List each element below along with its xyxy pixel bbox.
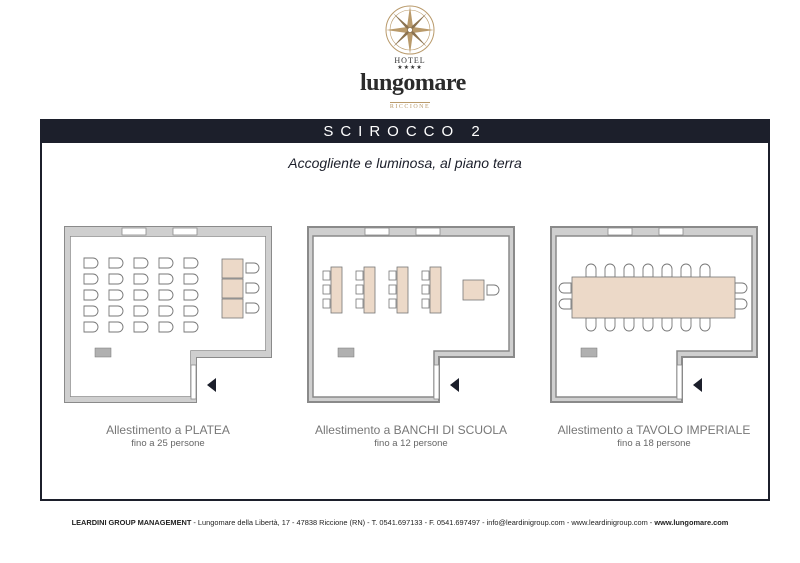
logo-brand: lungomare	[360, 70, 466, 96]
room-title: SCIROCCO 2	[42, 121, 768, 143]
layout-capacity-label: fino a 25 persone	[131, 438, 205, 449]
room-sheet-frame	[40, 119, 770, 501]
layout-setup-label: Allestimento a TAVOLO IMPERIALE	[557, 423, 751, 437]
footer-company: LEARDINI GROUP MANAGEMENT	[71, 518, 192, 527]
layout-setup-label: Allestimento a PLATEA	[106, 423, 230, 437]
floorplan-banchi-di-scuola	[306, 225, 516, 405]
logo-stars: ★★★★	[397, 65, 423, 71]
layout-caption-banchi-di-scuola	[296, 423, 526, 449]
footer-site-link[interactable]: www.lungomare.com	[654, 518, 729, 527]
layout-caption-platea	[53, 423, 283, 449]
floorplan-tavolo-imperiale	[549, 225, 759, 405]
footer-details: - Lungomare della Libertà, 17 - 47838 Riccione (RN) - T. 0541.697133 - F. 0541.697497 - info@leardinigroup.com - www.leardinigroup.com -	[191, 518, 655, 527]
layout-setup-label: Allestimento a BANCHI DI SCUOLA	[314, 423, 508, 437]
room-subtitle: Accogliente e luminosa, al piano terra	[288, 155, 522, 171]
footer-contact	[0, 518, 800, 527]
layout-capacity-label: fino a 12 persone	[374, 438, 448, 449]
layout-capacity-label: fino a 18 persone	[617, 438, 691, 449]
compass-rose-icon	[382, 2, 438, 58]
floorplan-platea	[63, 225, 273, 405]
logo-hotel-text: HOTEL	[394, 56, 426, 65]
hotel-logo	[360, 2, 466, 110]
layout-caption-tavolo-imperiale	[539, 423, 769, 449]
logo-city: RICCIONE	[389, 104, 431, 110]
